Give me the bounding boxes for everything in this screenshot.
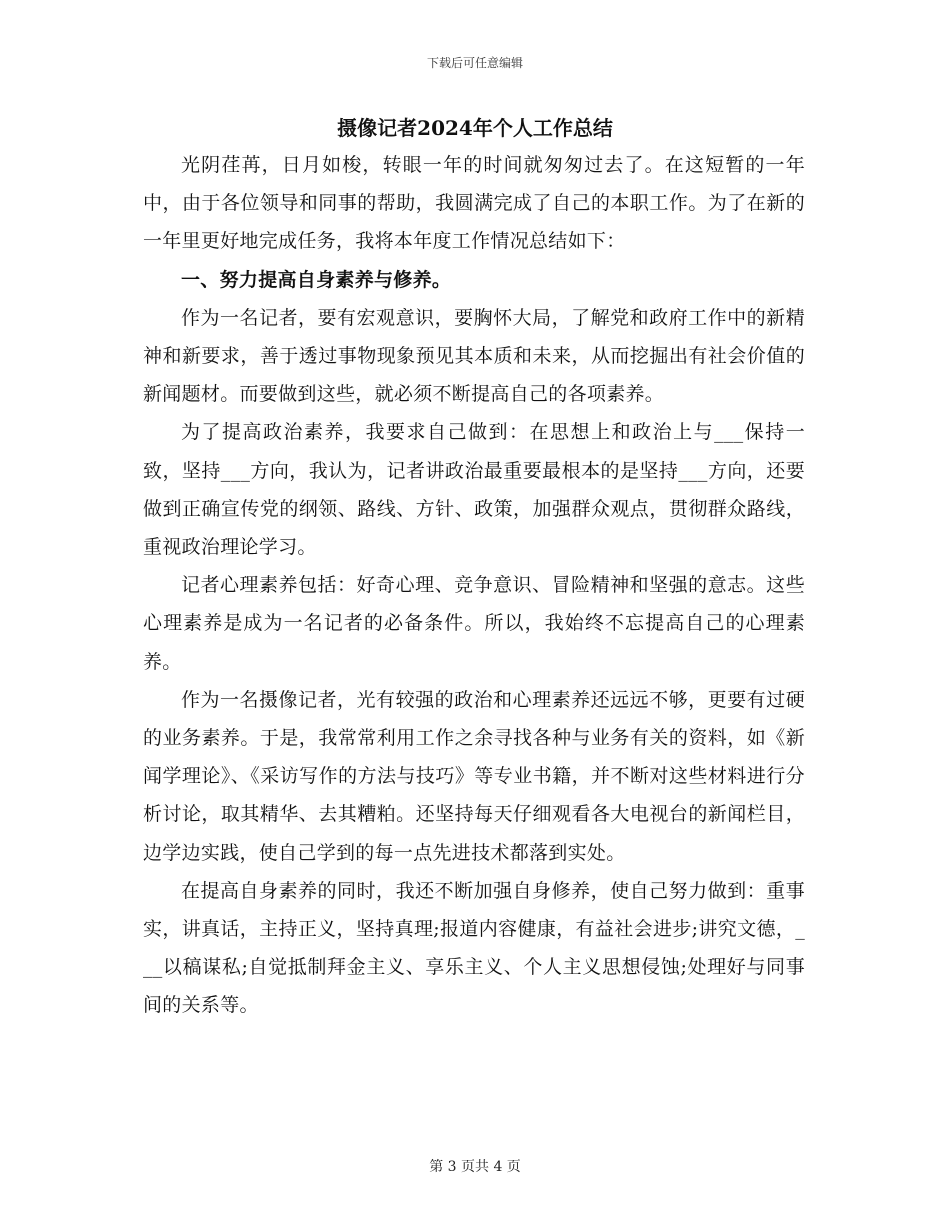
section-heading: 一、努力提高自身素养与修养。 <box>181 268 452 291</box>
header-note: 下载后可任意编辑 <box>426 56 523 70</box>
paragraph-psychological-quality: 记者心理素养包括：好奇心理、竞争意识、冒险精神和坚强的意志。这些心理素养是成为一名记者的必备条件。所以，我始终不忘提高自己的心理素养。 <box>143 574 805 673</box>
page-number: 第 3 页共 4 页 <box>429 1159 521 1175</box>
document-title: 摄像记者2024年个人工作总结 <box>337 116 613 140</box>
document-body <box>143 146 805 1025</box>
paragraph-political-quality: 为了提高政治素养，我要求自己做到：在思想上和政治上与___保持一致，坚持___方向，我认为，记者讲政治最重要最根本的是坚持___方向，还要做到正确宣传党的纲领、路线、方针、政策，加强群众观点，贯彻群众路线，重视政治理论学习。 <box>143 421 805 559</box>
paragraph-intro: 光阴荏苒，日月如梭，转眼一年的时间就匆匆过去了。在这短暂的一年中，由于各位领导和同事的帮助，我圆满完成了自己的本职工作。为了在新的一年里更好地完成任务，我将本年度工作情况总结如下： <box>143 154 805 253</box>
paragraph-macro-awareness: 作为一名记者，要有宏观意识，要胸怀大局，了解党和政府工作中的新精神和新要求，善于透过事物现象预见其本质和未来，从而挖掘出有社会价值的新闻题材。而要做到这些，就必须不断提高自己的各项素养。 <box>143 306 805 406</box>
paragraph-professional-quality: 作为一名摄像记者，光有较强的政治和心理素养还远远不够，更要有过硬的业务素养。于是，我常常利用工作之余寻找各种与业务有关的资料，如《新闻学理论》、《采访写作的方法与技巧》等专业书籍，并不断对这些材料进行分析讨论，取其精华、去其糟粕。还坚持每天仔细观看各大电视台的新闻栏目，边学边实践，使自己学到的每一点先进技术都落到实处。 <box>143 688 805 864</box>
paragraph-self-cultivation: 在提高自身素养的同时，我还不断加强自身修养，使自己努力做到：重事实，讲真话，主持正义，坚持真理;报道内容健康，有益社会进步;讲究文德，___以稿谋私;自觉抵制拜金主义、享乐主义、个人主义思想侵蚀;处理好与同事间的关系等。 <box>143 879 805 1017</box>
